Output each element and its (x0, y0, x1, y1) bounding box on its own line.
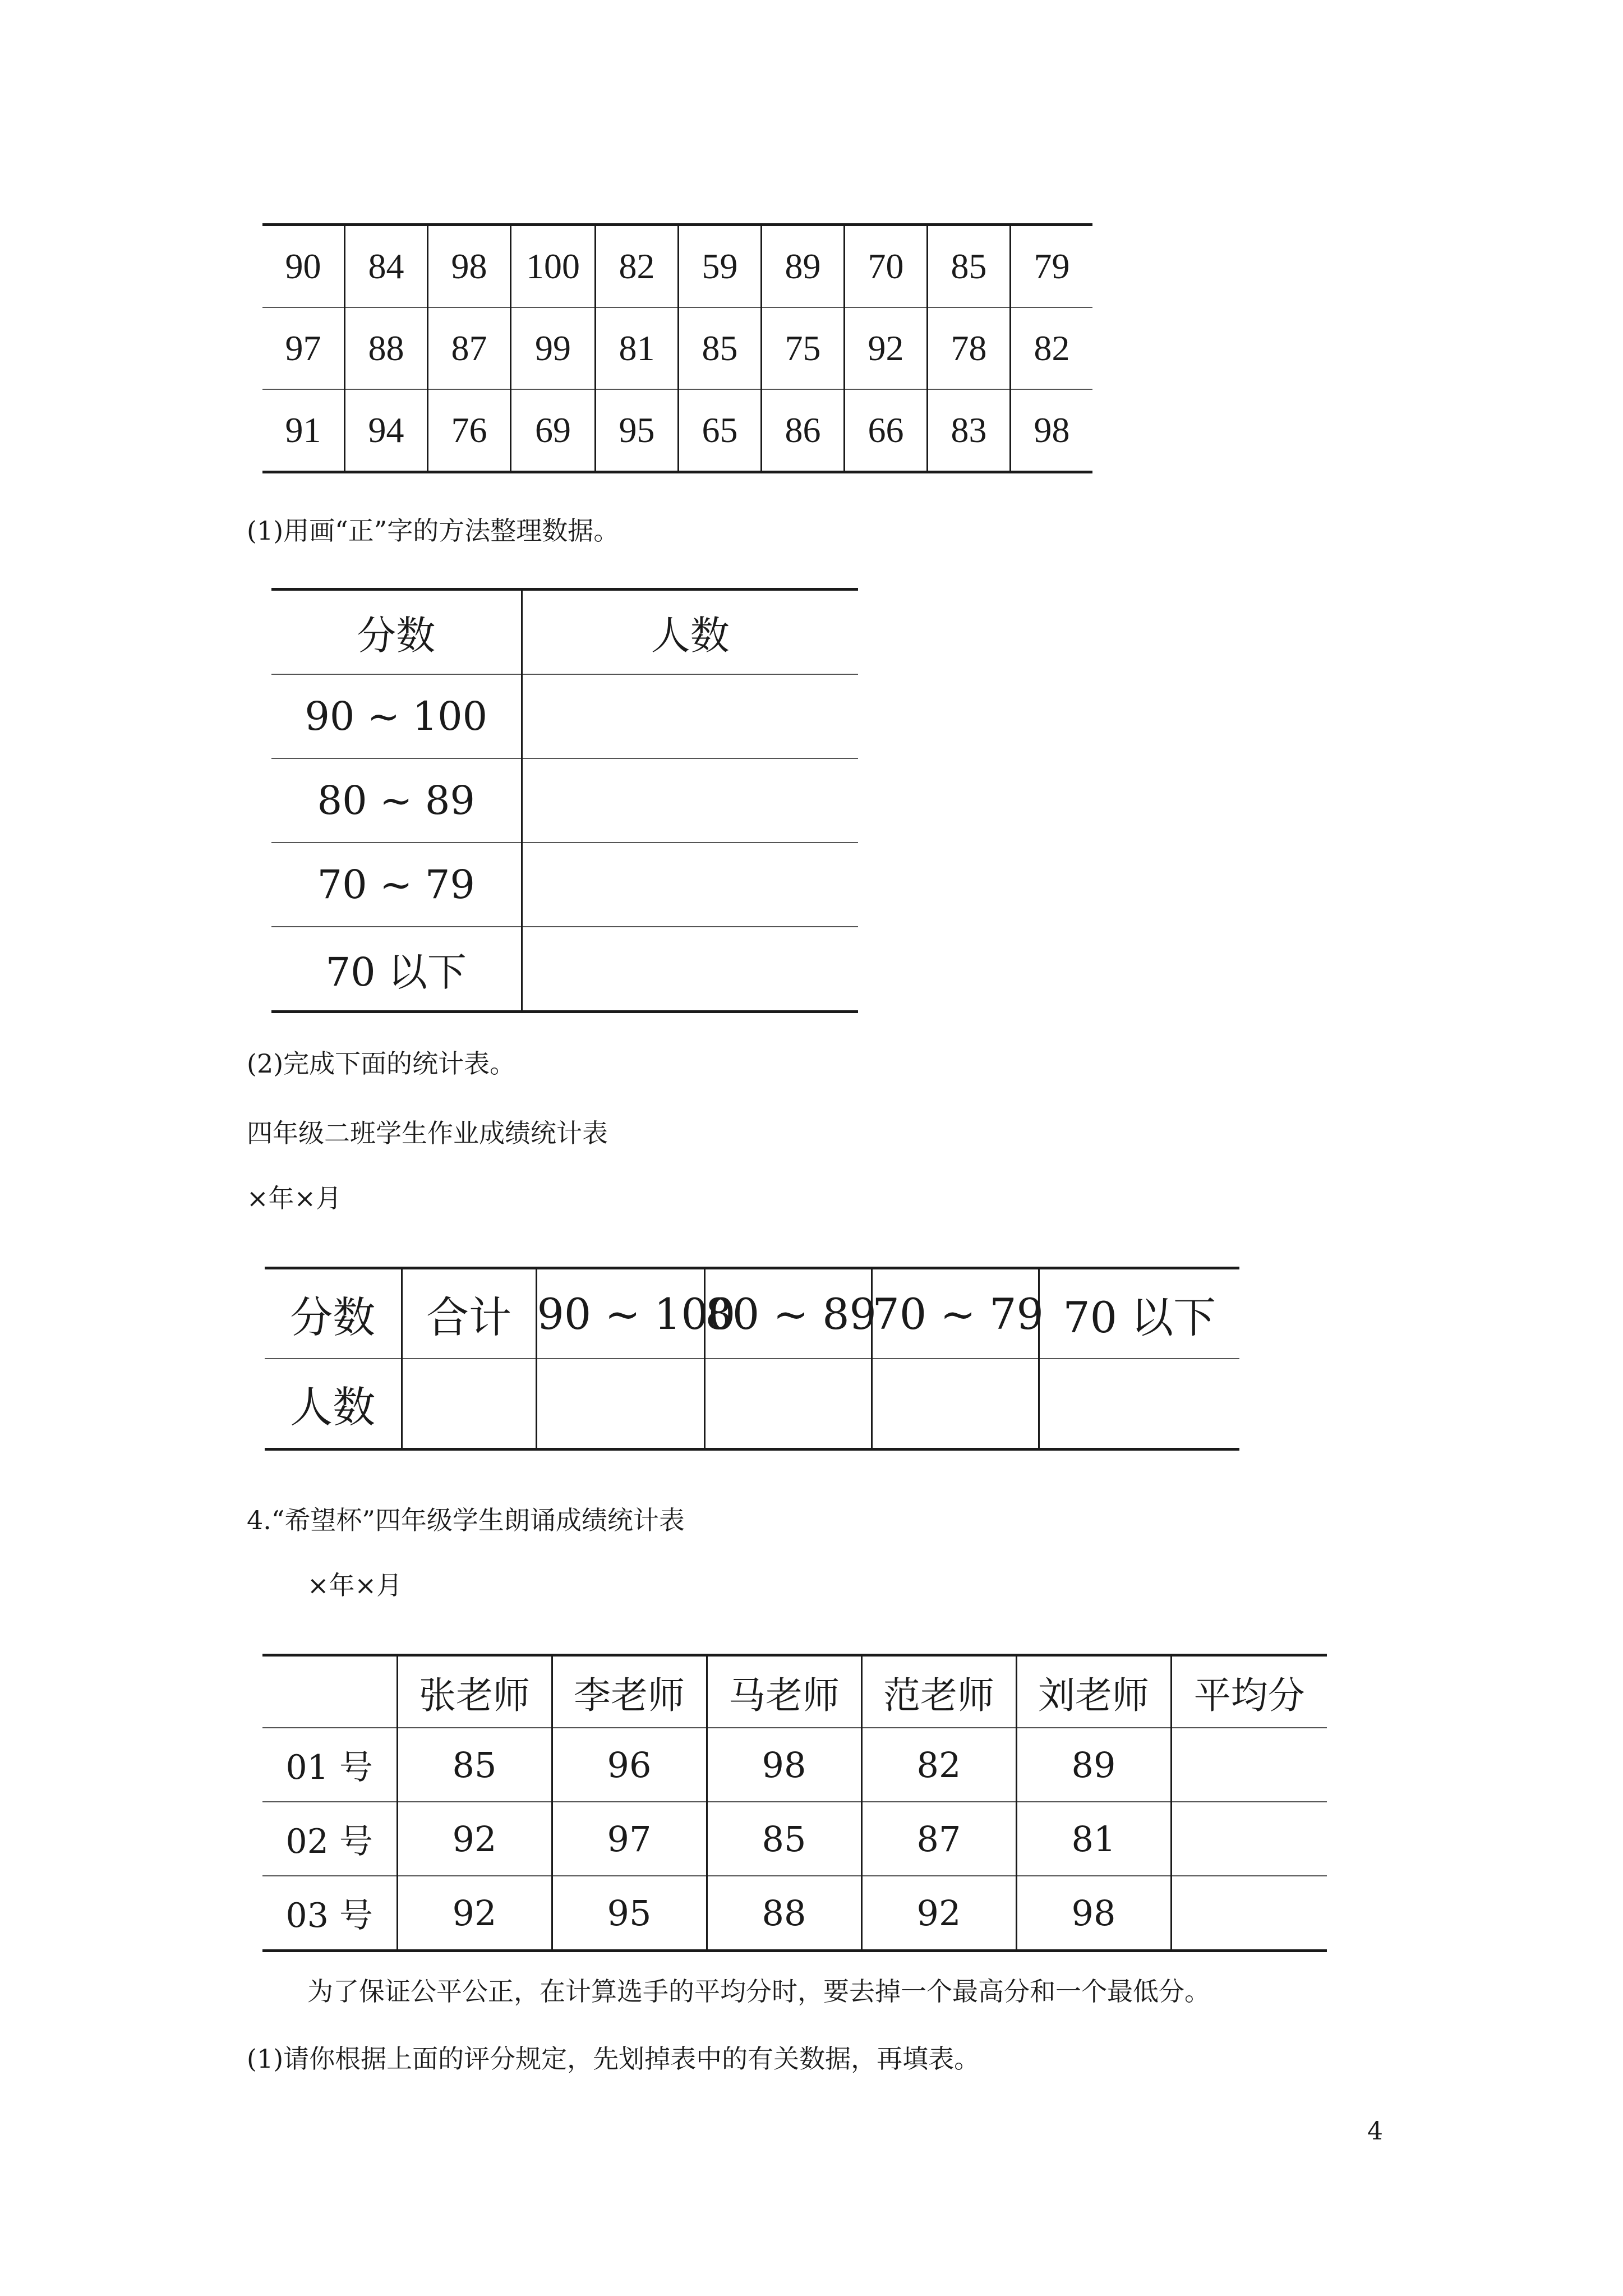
score-cell: 70 (845, 225, 928, 308)
stats-header-cell: 70 以下 (1039, 1268, 1239, 1359)
score-cell: 94 (345, 389, 428, 472)
score-cell: 99 (511, 307, 596, 389)
score-cell: 100 (511, 225, 596, 308)
stats-header-cell: 80 ~ 89 (704, 1268, 872, 1359)
tally-range-cell: 80 ~ 89 (271, 758, 522, 843)
score-cell: 82 (596, 225, 679, 308)
judge-score-cell: 92 (861, 1876, 1016, 1951)
stats-header-cell: 分数 (290, 1292, 376, 1342)
judge-score-cell: 95 (552, 1876, 707, 1951)
stats-header-cell: 70 ~ 79 (872, 1268, 1039, 1359)
score-cell: 92 (845, 307, 928, 389)
judge-score-cell: 85 (707, 1802, 861, 1876)
stats-table-date: ×年×月 (247, 1183, 342, 1213)
question-4-1-text: (1)请你根据上面的评分规定，先划掉表中的有关数据，再填表。 (247, 2044, 980, 2074)
tally-header-score: 分数 (271, 590, 522, 675)
judge-score-cell: 88 (707, 1876, 861, 1951)
average-score-cell[interactable] (1171, 1802, 1327, 1876)
score-cell: 95 (596, 389, 679, 472)
judge-score-cell: 97 (552, 1802, 707, 1876)
score-cell: 86 (762, 389, 845, 472)
score-cell: 85 (928, 225, 1011, 308)
question-2-text: (2)完成下面的统计表。 (247, 1048, 516, 1079)
score-cell: 69 (511, 389, 596, 472)
score-data-table (262, 223, 1092, 473)
judge-score-cell: 96 (552, 1728, 707, 1802)
recitation-header-cell: 马老师 (707, 1655, 861, 1728)
score-cell: 91 (262, 389, 345, 472)
score-cell: 78 (928, 307, 1011, 389)
contestant-row (262, 1802, 1327, 1876)
judge-score-cell: 85 (397, 1728, 552, 1802)
contestant-number-cell: 03 号 (262, 1876, 397, 1951)
stats-row-label: 人数 (265, 1359, 402, 1450)
score-cell: 75 (762, 307, 845, 389)
judge-score-cell: 81 (1016, 1802, 1171, 1876)
tally-count-cell[interactable] (522, 927, 858, 1012)
judge-score-cell: 82 (861, 1728, 1016, 1802)
tally-count-cell[interactable] (522, 758, 858, 843)
judge-score-cell: 98 (1016, 1876, 1171, 1951)
judge-score-cell: 92 (397, 1802, 552, 1876)
score-cell: 65 (679, 389, 762, 472)
score-cell: 98 (1011, 389, 1093, 472)
stats-header-cell: 合计 (402, 1268, 536, 1359)
score-cell: 59 (679, 225, 762, 308)
stats-count-cell[interactable] (1039, 1359, 1239, 1450)
score-cell: 85 (679, 307, 762, 389)
score-cell: 84 (345, 225, 428, 308)
score-cell: 82 (1011, 307, 1093, 389)
recitation-header-cell: 李老师 (552, 1655, 707, 1728)
stats-header-cell: 90 ~ 100 (536, 1268, 704, 1359)
score-cell: 90 (285, 246, 321, 286)
average-score-cell[interactable] (1171, 1728, 1327, 1802)
recitation-header-cell: 平均分 (1171, 1655, 1327, 1728)
stats-count-cell[interactable] (872, 1359, 1039, 1450)
stats-header-row (265, 1268, 1239, 1359)
recitation-header-row (262, 1655, 1327, 1728)
tally-table (271, 588, 858, 1013)
stats-table-title: 四年级二班学生作业成绩统计表 (247, 1118, 608, 1148)
recitation-score-table (262, 1654, 1327, 1952)
judge-score-cell: 98 (707, 1728, 861, 1802)
score-cell: 97 (262, 307, 345, 389)
tally-count-cell[interactable] (522, 674, 858, 758)
score-cell: 87 (428, 307, 511, 389)
contestant-row (262, 1876, 1327, 1951)
contestant-number-cell: 01 号 (262, 1728, 397, 1802)
score-cell: 89 (762, 225, 845, 308)
tally-row (271, 674, 858, 758)
score-cell: 83 (928, 389, 1011, 472)
contestant-number-cell: 02 号 (262, 1802, 397, 1876)
judge-score-cell: 92 (397, 1876, 552, 1951)
stats-count-cell[interactable] (704, 1359, 872, 1450)
tally-row (271, 843, 858, 927)
tally-row (271, 927, 858, 1012)
score-row (262, 225, 1092, 308)
score-cell: 98 (428, 225, 511, 308)
tally-range-cell: 70 以下 (271, 927, 522, 1012)
score-row (262, 389, 1092, 472)
tally-row (271, 758, 858, 843)
page-number: 4 (1367, 2117, 1383, 2146)
tally-header-row (271, 590, 858, 675)
score-cell: 66 (845, 389, 928, 472)
score-row (262, 307, 1092, 389)
question-4-date: ×年×月 (307, 1570, 403, 1600)
recitation-header-cell (262, 1655, 397, 1728)
recitation-header-cell: 范老师 (861, 1655, 1016, 1728)
score-cell: 76 (428, 389, 511, 472)
score-cell: 79 (1011, 225, 1093, 308)
scoring-rule-text: 为了保证公平公正，在计算选手的平均分时，要去掉一个最高分和一个最低分。 (307, 1976, 1210, 2007)
stats-count-row (265, 1359, 1239, 1450)
question-1-text: (1)用画“正”字的方法整理数据。 (247, 516, 620, 546)
recitation-header-cell: 张老师 (397, 1655, 552, 1728)
score-cell: 88 (345, 307, 428, 389)
stats-table (265, 1267, 1239, 1451)
stats-count-cell[interactable] (536, 1359, 704, 1450)
contestant-row (262, 1728, 1327, 1802)
score-cell: 81 (596, 307, 679, 389)
judge-score-cell: 87 (861, 1802, 1016, 1876)
tally-header-count: 人数 (651, 612, 730, 659)
recitation-header-cell: 刘老师 (1016, 1655, 1171, 1728)
stats-total-cell[interactable] (402, 1359, 536, 1450)
average-score-cell[interactable] (1171, 1876, 1327, 1951)
question-4-title: 4.“希望杯”四年级学生朗诵成绩统计表 (247, 1505, 685, 1535)
tally-range-cell: 90 ~ 100 (271, 674, 522, 758)
tally-count-cell[interactable] (522, 843, 858, 927)
tally-range-cell: 70 ~ 79 (271, 843, 522, 927)
judge-score-cell: 89 (1016, 1728, 1171, 1802)
